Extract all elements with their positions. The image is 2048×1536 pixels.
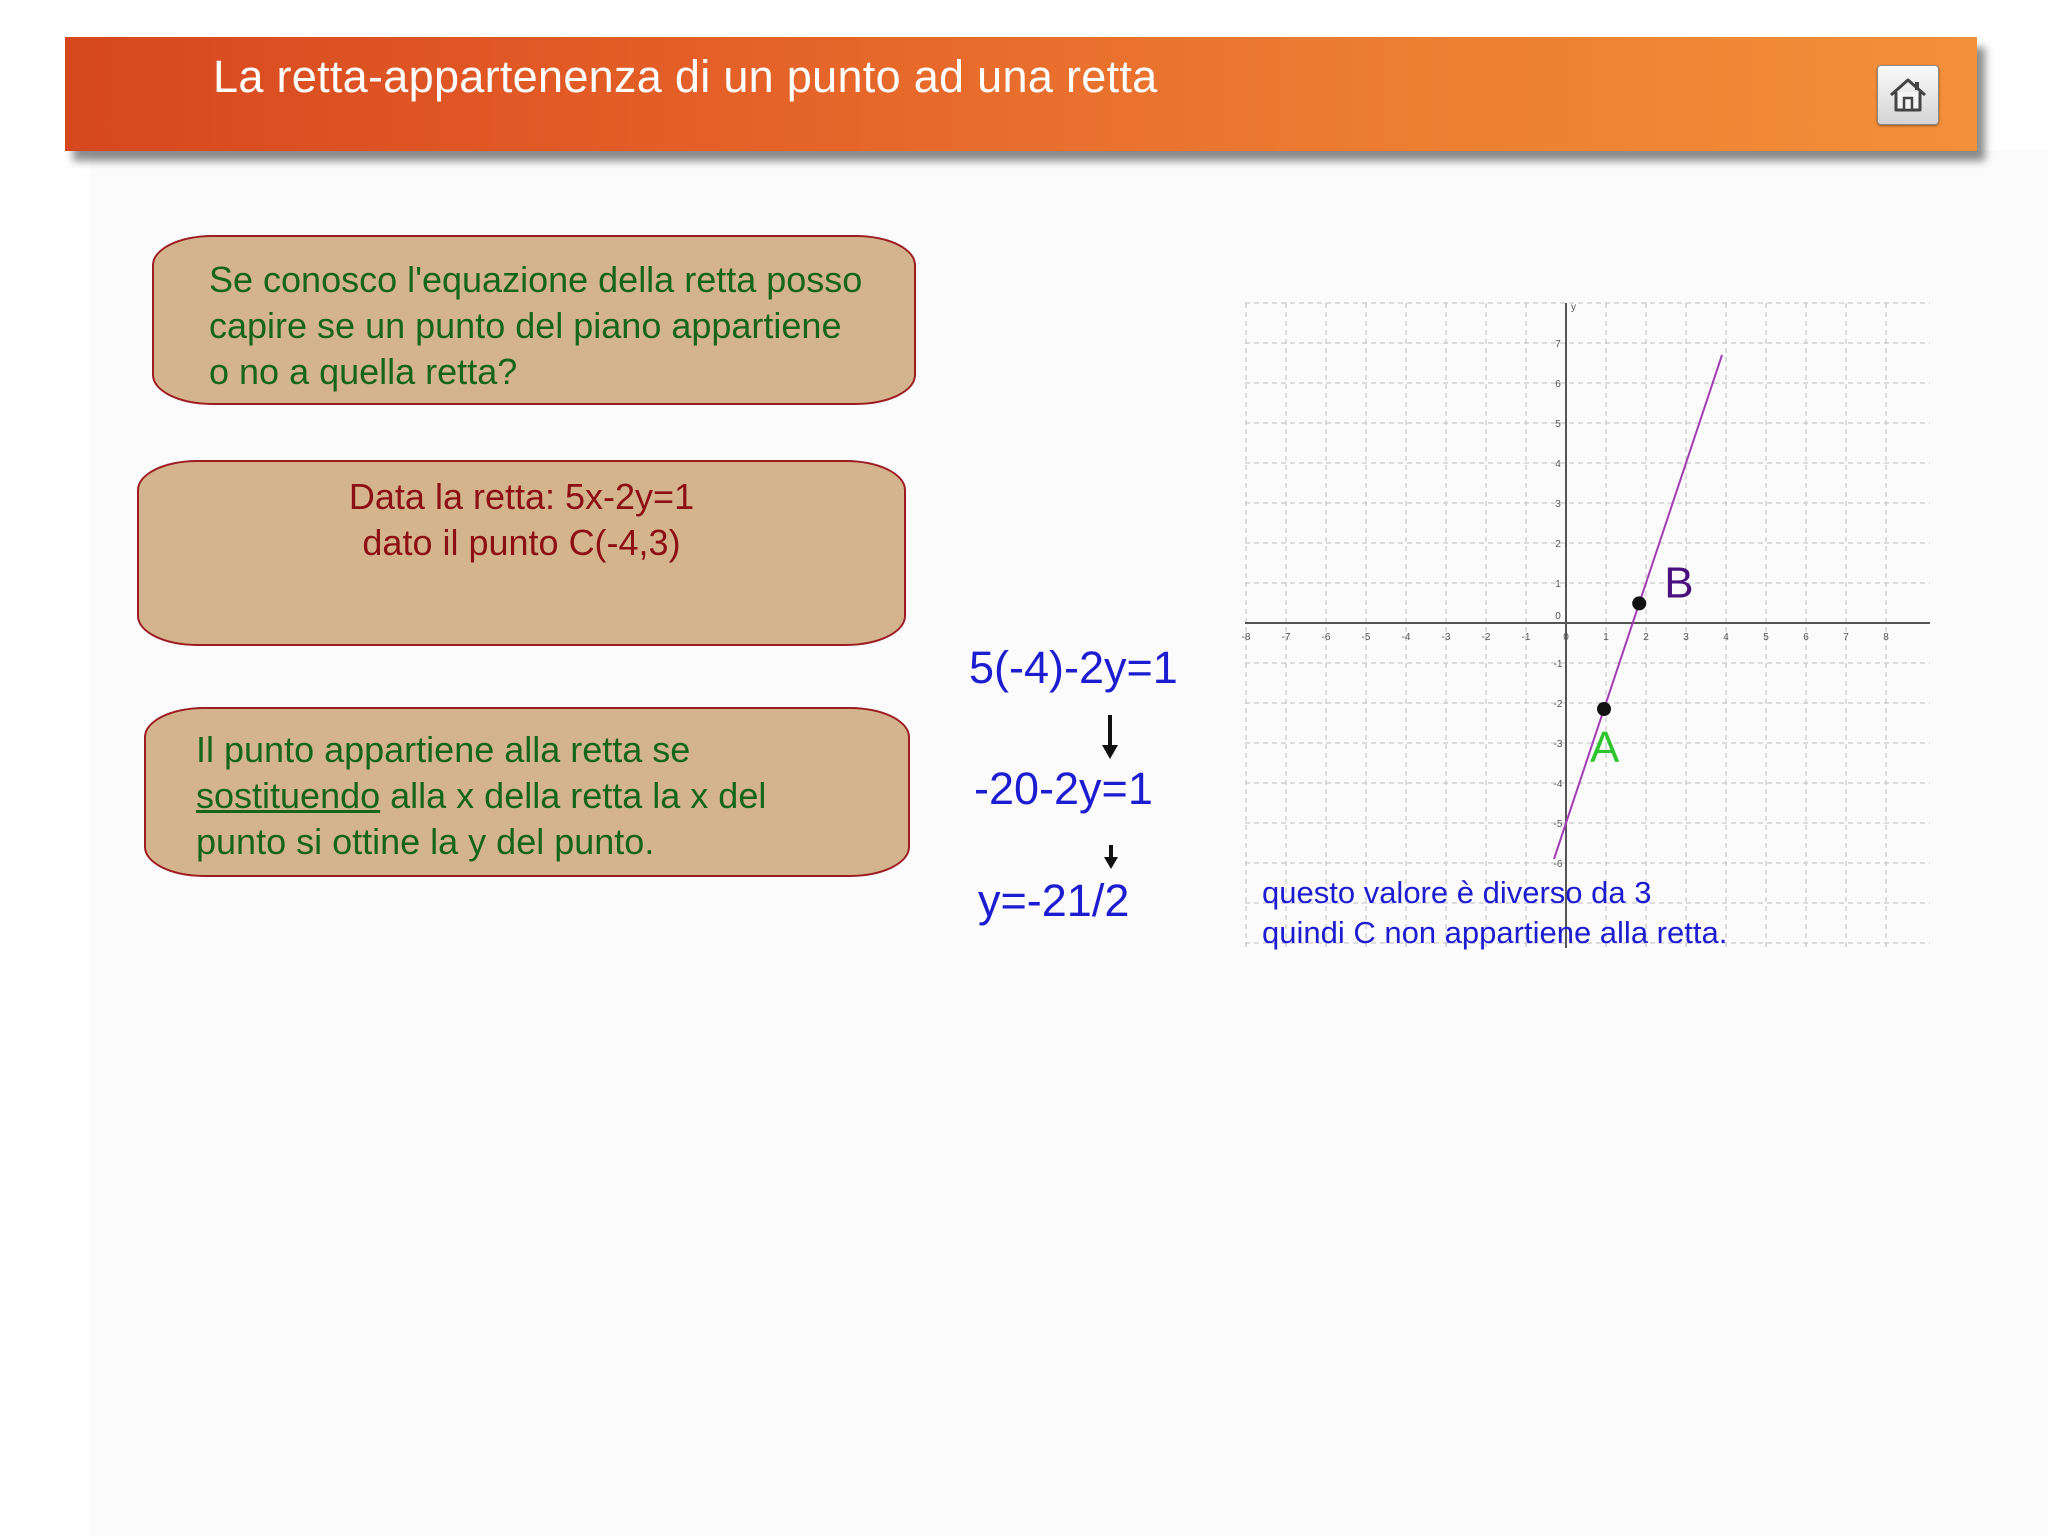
y-tick-label: 3 (1555, 499, 1561, 510)
y-tick-label: -1 (1553, 659, 1563, 670)
note-line: questo valore è diverso da 3 (1262, 875, 1652, 910)
axes (1245, 302, 1930, 948)
y-tick-label: 7 (1555, 339, 1561, 350)
x-tick-label: -6 (1321, 632, 1331, 643)
step-substitution: 5(-4)-2y=1 (969, 642, 1178, 693)
x-tick-label: 3 (1683, 632, 1689, 643)
y-tick-label: 6 (1555, 379, 1561, 390)
home-button[interactable] (1877, 65, 1939, 125)
y-tick-label: 1 (1555, 579, 1561, 590)
note-line: quindi C non appartiene alla retta. (1262, 915, 1728, 950)
rule-line-rest: alla x della retta la x del (380, 775, 767, 816)
grid-lines (1245, 303, 1930, 948)
question-line: capire se un punto del piano appartiene (209, 305, 842, 346)
point-b-label: B (1664, 558, 1694, 608)
rule-line: punto si ottine la y del punto. (196, 821, 655, 862)
conclusion-note (1262, 873, 1727, 953)
given-data-box (137, 460, 906, 646)
rule-box (144, 707, 910, 877)
origin-label: 0 (1555, 611, 1561, 622)
rule-line: Il punto appartiene alla retta se (196, 729, 691, 770)
y-tick-label: 5 (1555, 419, 1561, 430)
home-icon (1887, 75, 1929, 115)
question-box (152, 235, 916, 405)
x-tick-label: -4 (1401, 632, 1411, 643)
rule-line (196, 773, 896, 819)
x-tick-label: -5 (1361, 632, 1371, 643)
y-tick-label: -2 (1553, 699, 1563, 710)
x-tick-label: 4 (1723, 632, 1729, 643)
x-tick-label: 0 (1563, 632, 1569, 643)
point-c: dato il punto C(-4,3) (362, 522, 681, 563)
y-tick-label: -3 (1553, 739, 1563, 750)
x-tick-label: 6 (1803, 632, 1809, 643)
x-tick-label: 5 (1763, 632, 1769, 643)
cartesian-graph (1240, 298, 1940, 958)
x-tick-label: -2 (1481, 632, 1491, 643)
step-result: y=-21/2 (978, 875, 1130, 926)
x-tick-label: -1 (1521, 632, 1531, 643)
point-b (1632, 596, 1646, 610)
title-bar (65, 37, 1977, 151)
point-a (1597, 702, 1611, 716)
y-axis-label: y (1571, 302, 1576, 313)
x-tick-label: 8 (1883, 632, 1889, 643)
y-tick-label: -6 (1553, 859, 1563, 870)
x-tick-label: -7 (1281, 632, 1291, 643)
x-tick-label: 1 (1603, 632, 1609, 643)
x-tick-label: -8 (1241, 632, 1251, 643)
x-tick-label: 7 (1843, 632, 1849, 643)
question-line: Se conosco l'equazione della retta posso (209, 259, 863, 300)
y-tick-label: -5 (1553, 819, 1563, 830)
arrow-down-icon (1101, 843, 1121, 871)
x-tick-label: -3 (1441, 632, 1451, 643)
page-title: La retta-appartenenza di un punto ad una retta (213, 51, 1158, 102)
x-tick-label: 2 (1643, 632, 1649, 643)
y-tick-label: 2 (1555, 539, 1561, 550)
step-simplified: -20-2y=1 (974, 763, 1153, 814)
underlined-word: sostituendo (196, 775, 381, 816)
line-equation: Data la retta: 5x-2y=1 (348, 476, 695, 517)
arrow-down-icon (1099, 713, 1121, 761)
point-a-label: A (1590, 723, 1620, 772)
y-tick-label: 4 (1555, 459, 1561, 470)
question-line: o no a quella retta? (209, 351, 518, 392)
y-tick-label: -4 (1553, 779, 1563, 790)
